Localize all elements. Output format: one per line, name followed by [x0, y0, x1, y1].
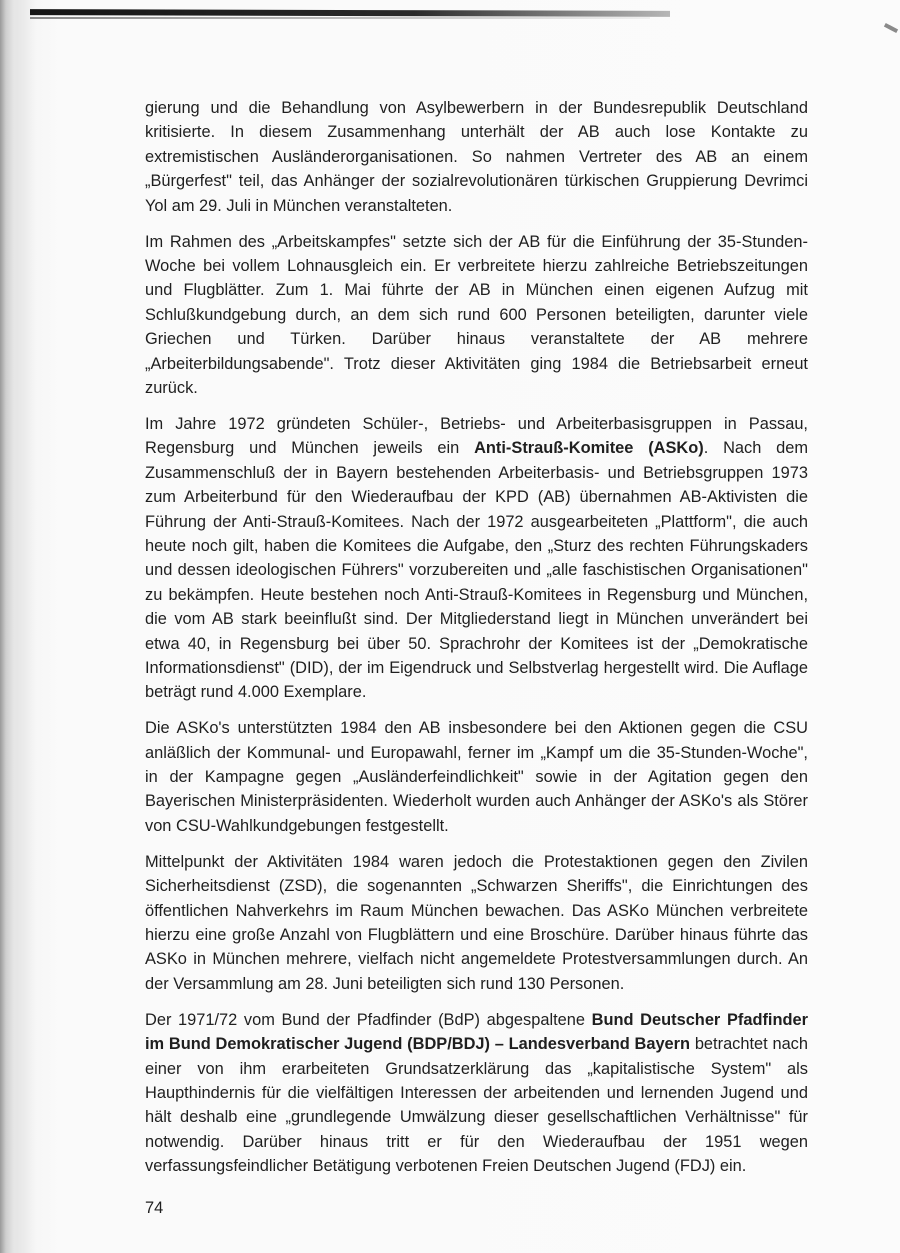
organization-name-asko: Anti-Strauß-Komitee (ASKo)	[474, 439, 704, 458]
top-rule-shadow	[30, 17, 650, 19]
paragraph-6	[145, 1008, 808, 1179]
paragraph-segment: Der 1971/72 vom Bund der Pfadfinder (BdP) abgespaltene	[145, 1010, 592, 1029]
body-text	[145, 96, 808, 1190]
paragraph-4	[145, 716, 808, 838]
paragraph-segment: Im Jahre 1972 gründeten Schüler-, Betriebs- und Arbeiterbasisgruppen in Passau, Regensburg und München jeweils ein	[145, 414, 808, 458]
paragraph-segment: betrachtet nach einer von ihm erarbeiteten Grundsatzerklärung das „kapitalistische System" als Haupthindernis für die vielfältigen Interessen der arbeitenden und lernenden Jugend und hält deshalb eine „grundlegende Umwälzung dieser gesellschaftlichen Verhältnisse" für notwendig. Darüber hinaus tritt er für den Wiederaufbau der 1951 wegen verfassungsfeindlicher Betätigung verbotenen Freien Deutschen Jugend (FDJ) ein.	[145, 1035, 808, 1176]
binding-shadow	[0, 0, 36, 1253]
paragraph-1	[145, 96, 808, 218]
paragraph-segment: Die ASKo's unterstützten 1984 den AB insbesondere bei den Aktionen gegen die CSU anläßlich der Kommunal- und Europawahl, ferner im „Kampf um die 35-Stunden-Woche", in der Kampagne gegen „Ausländerfeindlichkeit" sowie in der Agitation gegen den Bayerischen Ministerpräsidenten. Wiederholt wurden auch Anhänger der ASKo's als Störer von CSU-Wahlkundgebungen festgestellt.	[145, 719, 808, 835]
paragraph-2	[145, 230, 808, 401]
paragraph-3	[145, 412, 808, 705]
page-number: 74	[145, 1199, 164, 1217]
paragraph-segment: Mittelpunkt der Aktivitäten 1984 waren jedoch die Protestaktionen gegen den Zivilen Sicherheitsdienst (ZSD), die sogenannten „Schwarzen Sheriffs", die Einrichtungen des öffentlichen Nahverkehrs im Raum München bewachen. Das ASKo München verbreitete hierzu eine große Anzahl von Flugblättern und eine Broschüre. Darüber hinaus führte das ASKo in München mehrere, vielfach nicht angemeldete Protestversammlungen durch. An der Versammlung am 28. Juni beteiligten sich rund 130 Personen.	[145, 852, 808, 993]
organization-name-bdp-bdj: Bund Deutscher Pfadfinder im Bund Demokratischer Jugend (BDP/BDJ) – Landesverband Bayern	[145, 1010, 808, 1054]
paragraph-5	[145, 850, 808, 996]
paragraph-segment: Im Rahmen des „Arbeitskampfes" setzte sich der AB für die Einführung der 35-Stunden-Woche bei vollem Lohnausgleich ein. Er verbreitete hierzu zahlreiche Betriebszeitungen und Flugblätter. Zum 1. Mai führte der AB in München einen eigenen Aufzug mit Schlußkundgebung durch, an dem sich rund 600 Personen beteiligten, darunter viele Griechen und Türken. Darüber hinaus veranstaltete der AB mehrere „Arbeiterbildungsabende". Trotz dieser Aktivitäten ging 1984 die Betriebsarbeit erneut zurück.	[145, 232, 808, 397]
paragraph-segment: . Nach dem Zusammenschluß der in Bayern bestehenden Arbeiterbasis- und Betriebsgruppen 1973 zum Arbeiterbund für den Wiederaufbau der KPD (AB) übernahmen AB-Aktivisten die Führung der Anti-Strauß-Komitees. Nach der 1972 ausgearbeiteten „Plattform", die auch heute noch gilt, haben die Komitees die Aufgabe, den „Sturz des rechten Führungskaders und dessen ideologischen Führers" vorzubereiten und „alle faschistischen Organisationen" zu bekämpfen. Heute bestehen noch Anti-Strauß-Komitees in Regensburg und München, die vom AB stark beeinflußt sind. Der Mitgliederstand liegt in München unverändert bei etwa 40, in Regensburg bei über 50. Sprachrohr der Komitees ist der „Demokratische Informationsdienst" (DID), der im Eigendruck und Selbstverlag hergestellt wird. Die Auflage beträgt rund 4.000 Exemplare.	[145, 439, 809, 702]
paragraph-segment: gierung und die Behandlung von Asylbewerbern in der Bundesrepublik Deutschland kritisierte. In diesem Zusammenhang unterhält der AB auch lose Kontakte zu extremistischen Ausländerorganisationen. So nahmen Vertreter des AB an einem „Bürgerfest" teil, das Anhänger der sozialrevolutionären türkischen Gruppierung Devrimci Yol am 29. Juli in München veranstalteten.	[145, 99, 808, 215]
